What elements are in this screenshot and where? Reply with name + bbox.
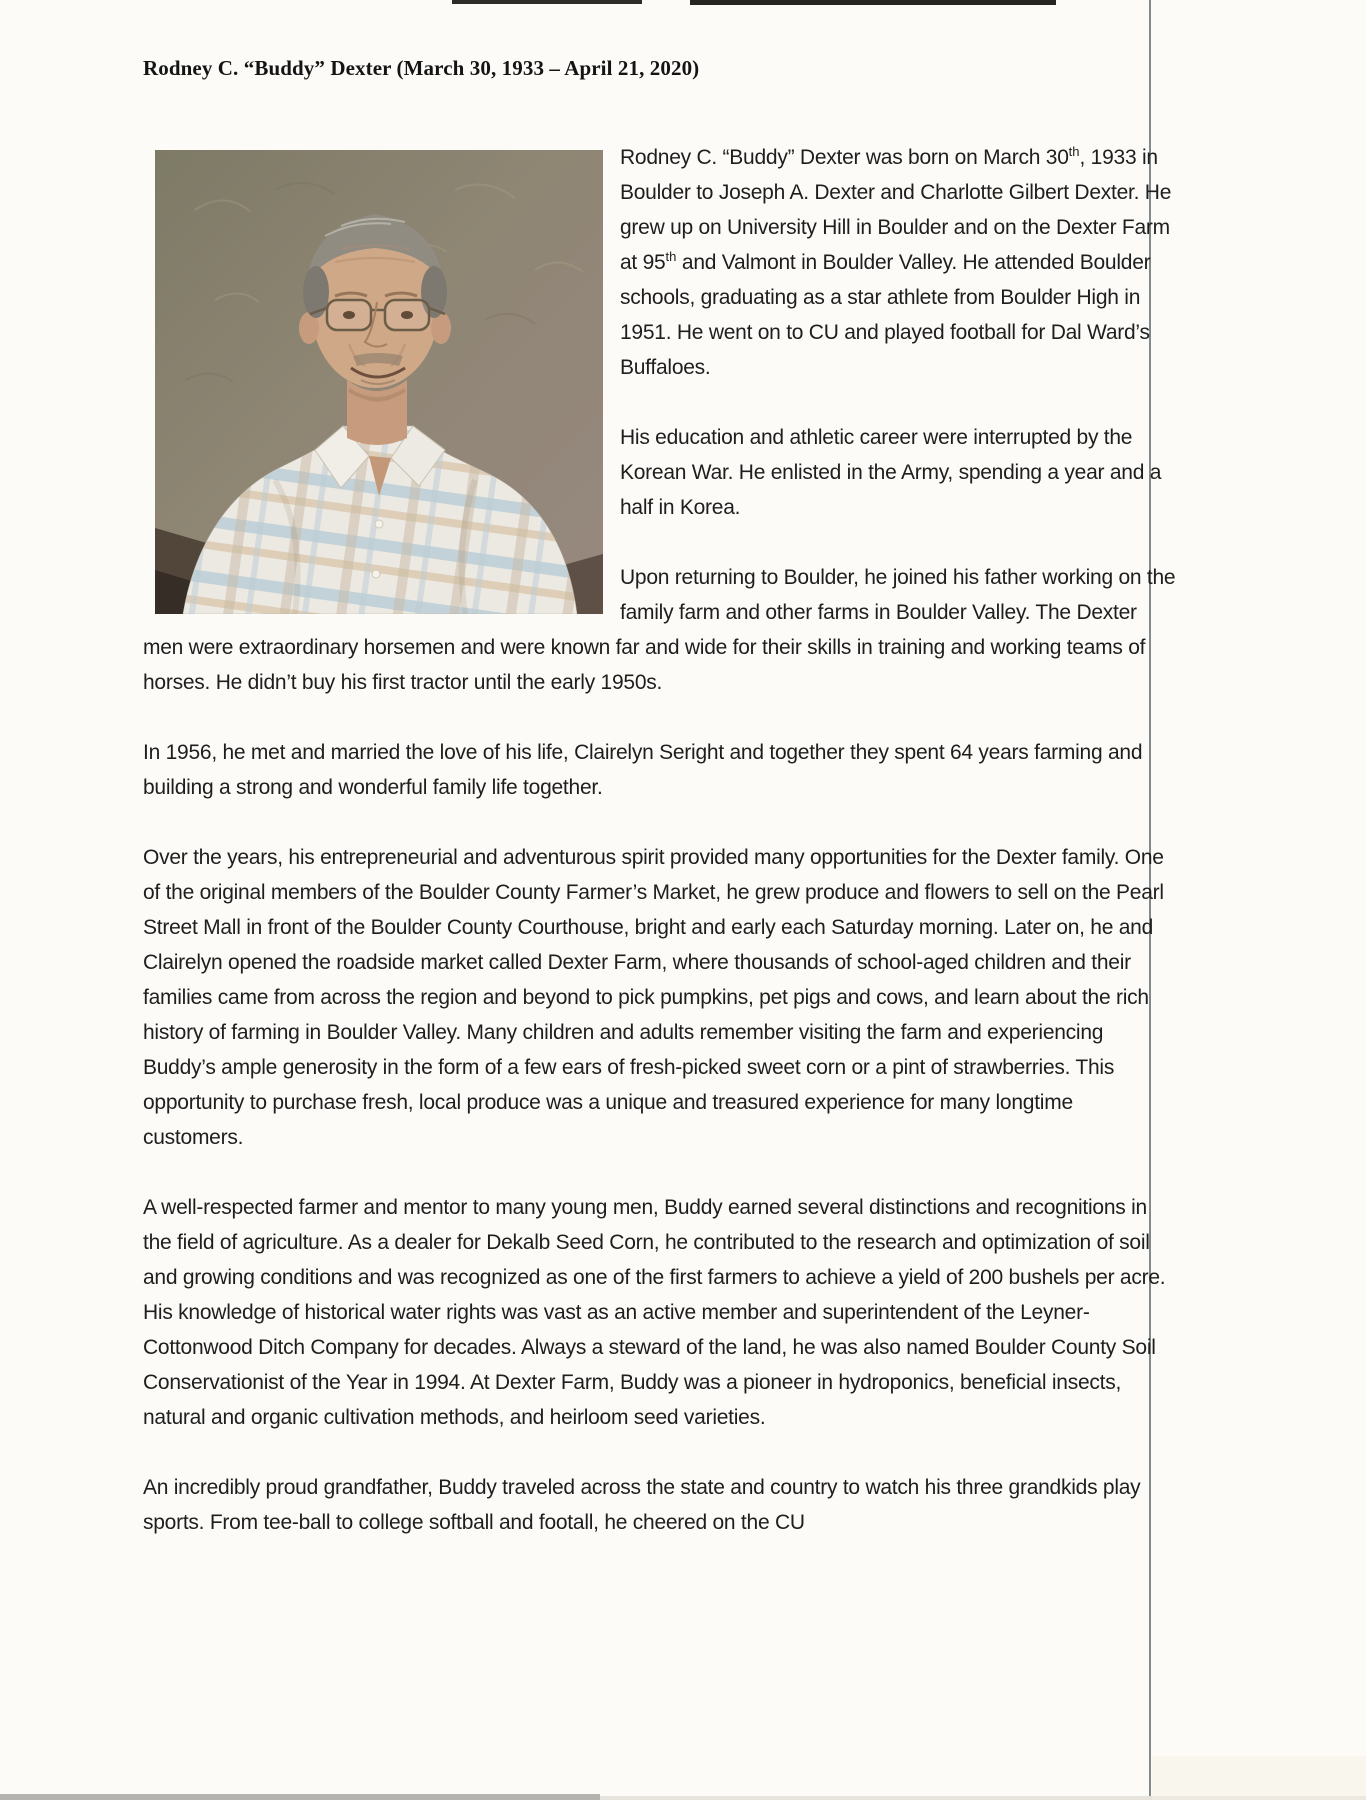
- paragraph-korean-war: His education and athletic career were interrupted by the Korean War. He enlisted in the Army, spending a year and a half in Korea.: [620, 426, 1162, 519]
- paragraph-text: and Valmont in Boulder Valley. He attended Boulder schools, graduating as a star athlete from Boulder High in 1951. He went on to CU and played football for Dal Ward’s Buffaloes.: [620, 251, 1151, 379]
- paragraph-grandfather: An incredibly proud grandfather, Buddy traveled across the state and country to watch his three grandkids play sports. From tee-ball to college softball and footall, he cheered on the CU: [143, 1476, 1141, 1534]
- paragraph-text: , 1933 in Boulder to Joseph A. Dexter and Charlotte Gilbert Dexter. He grew up on University Hill in Boulder and on the Dexter Farm at 95: [620, 146, 1172, 274]
- scan-bottom-shadow: [0, 1794, 600, 1800]
- scan-corner-tint: [1152, 1756, 1366, 1800]
- obituary-body: [143, 140, 1178, 1575]
- portrait-photo-frame: [155, 150, 603, 614]
- paragraph-marriage: In 1956, he met and married the love of his life, Clairelyn Seright and together they spent 64 years farming and building a strong and wonderful family life together.: [143, 741, 1143, 799]
- paragraph-agriculture-distinctions: A well-respected farmer and mentor to many young men, Buddy earned several distinctions and recognitions in the field of agriculture. As a dealer for Dekalb Seed Corn, he contributed to the research and optimization of soil and growing conditions and was recognized as one of the first farmers to achieve a yield of 200 bushels per acre. His knowledge of historical water rights was vast as an active member and superintendent of the Leyner-Cottonwood Ditch Company for decades. Always a steward of the land, he was also named Boulder County Soil Conservationist of the Year in 1994. At Dexter Farm, Buddy was a pioneer in hydroponics, beneficial insects, natural and organic cultivation methods, and heirloom seed varieties.: [143, 1196, 1166, 1429]
- eye: [343, 311, 355, 319]
- shirt-button: [372, 570, 380, 578]
- paragraph-farming: Upon returning to Boulder, he joined his father working on the family farm and other farms in Boulder Valley. The Dexter men were extraordinary horsemen and were known far and wide for their skills in training and working teams of horses. He didn’t buy his first tractor until the early 1950s.: [143, 566, 1176, 694]
- eye: [401, 311, 413, 319]
- portrait-illustration: [155, 150, 603, 614]
- shirt-button: [375, 520, 383, 528]
- scan-edge-artifact-left: [452, 0, 642, 4]
- document-title: Rodney C. “Buddy” Dexter (March 30, 1933 – April 21, 2020): [143, 56, 700, 80]
- scan-edge-artifact-right: [690, 0, 1056, 5]
- superscript-ordinal: th: [665, 249, 677, 264]
- paragraph-farmers-market: Over the years, his entrepreneurial and adventurous spirit provided many opportunities for the Dexter family. One of the original members of the Boulder County Farmer’s Market, he grew produce and flowers to sell on the Pearl Street Mall in front of the Boulder County Courthouse, bright and early each Saturday morning. Later on, he and Clairelyn opened the roadside market called Dexter Farm, where thousands of school-aged children and their families came from across the region and beyond to pick pumpkins, pet pigs and cows, and learn about the rich history of farming in Boulder Valley. Many children and adults remember visiting the farm and experiencing Buddy’s ample generosity in the form of a few ears of fresh-picked sweet corn or a pint of strawberries. This opportunity to purchase fresh, local produce was a unique and treasured experience for many longtime customers.: [143, 846, 1164, 1149]
- superscript-ordinal: th: [1068, 144, 1080, 159]
- portrait-photo: [143, 140, 620, 614]
- paragraph-text: Rodney C. “Buddy” Dexter was born on March 30: [620, 146, 1069, 169]
